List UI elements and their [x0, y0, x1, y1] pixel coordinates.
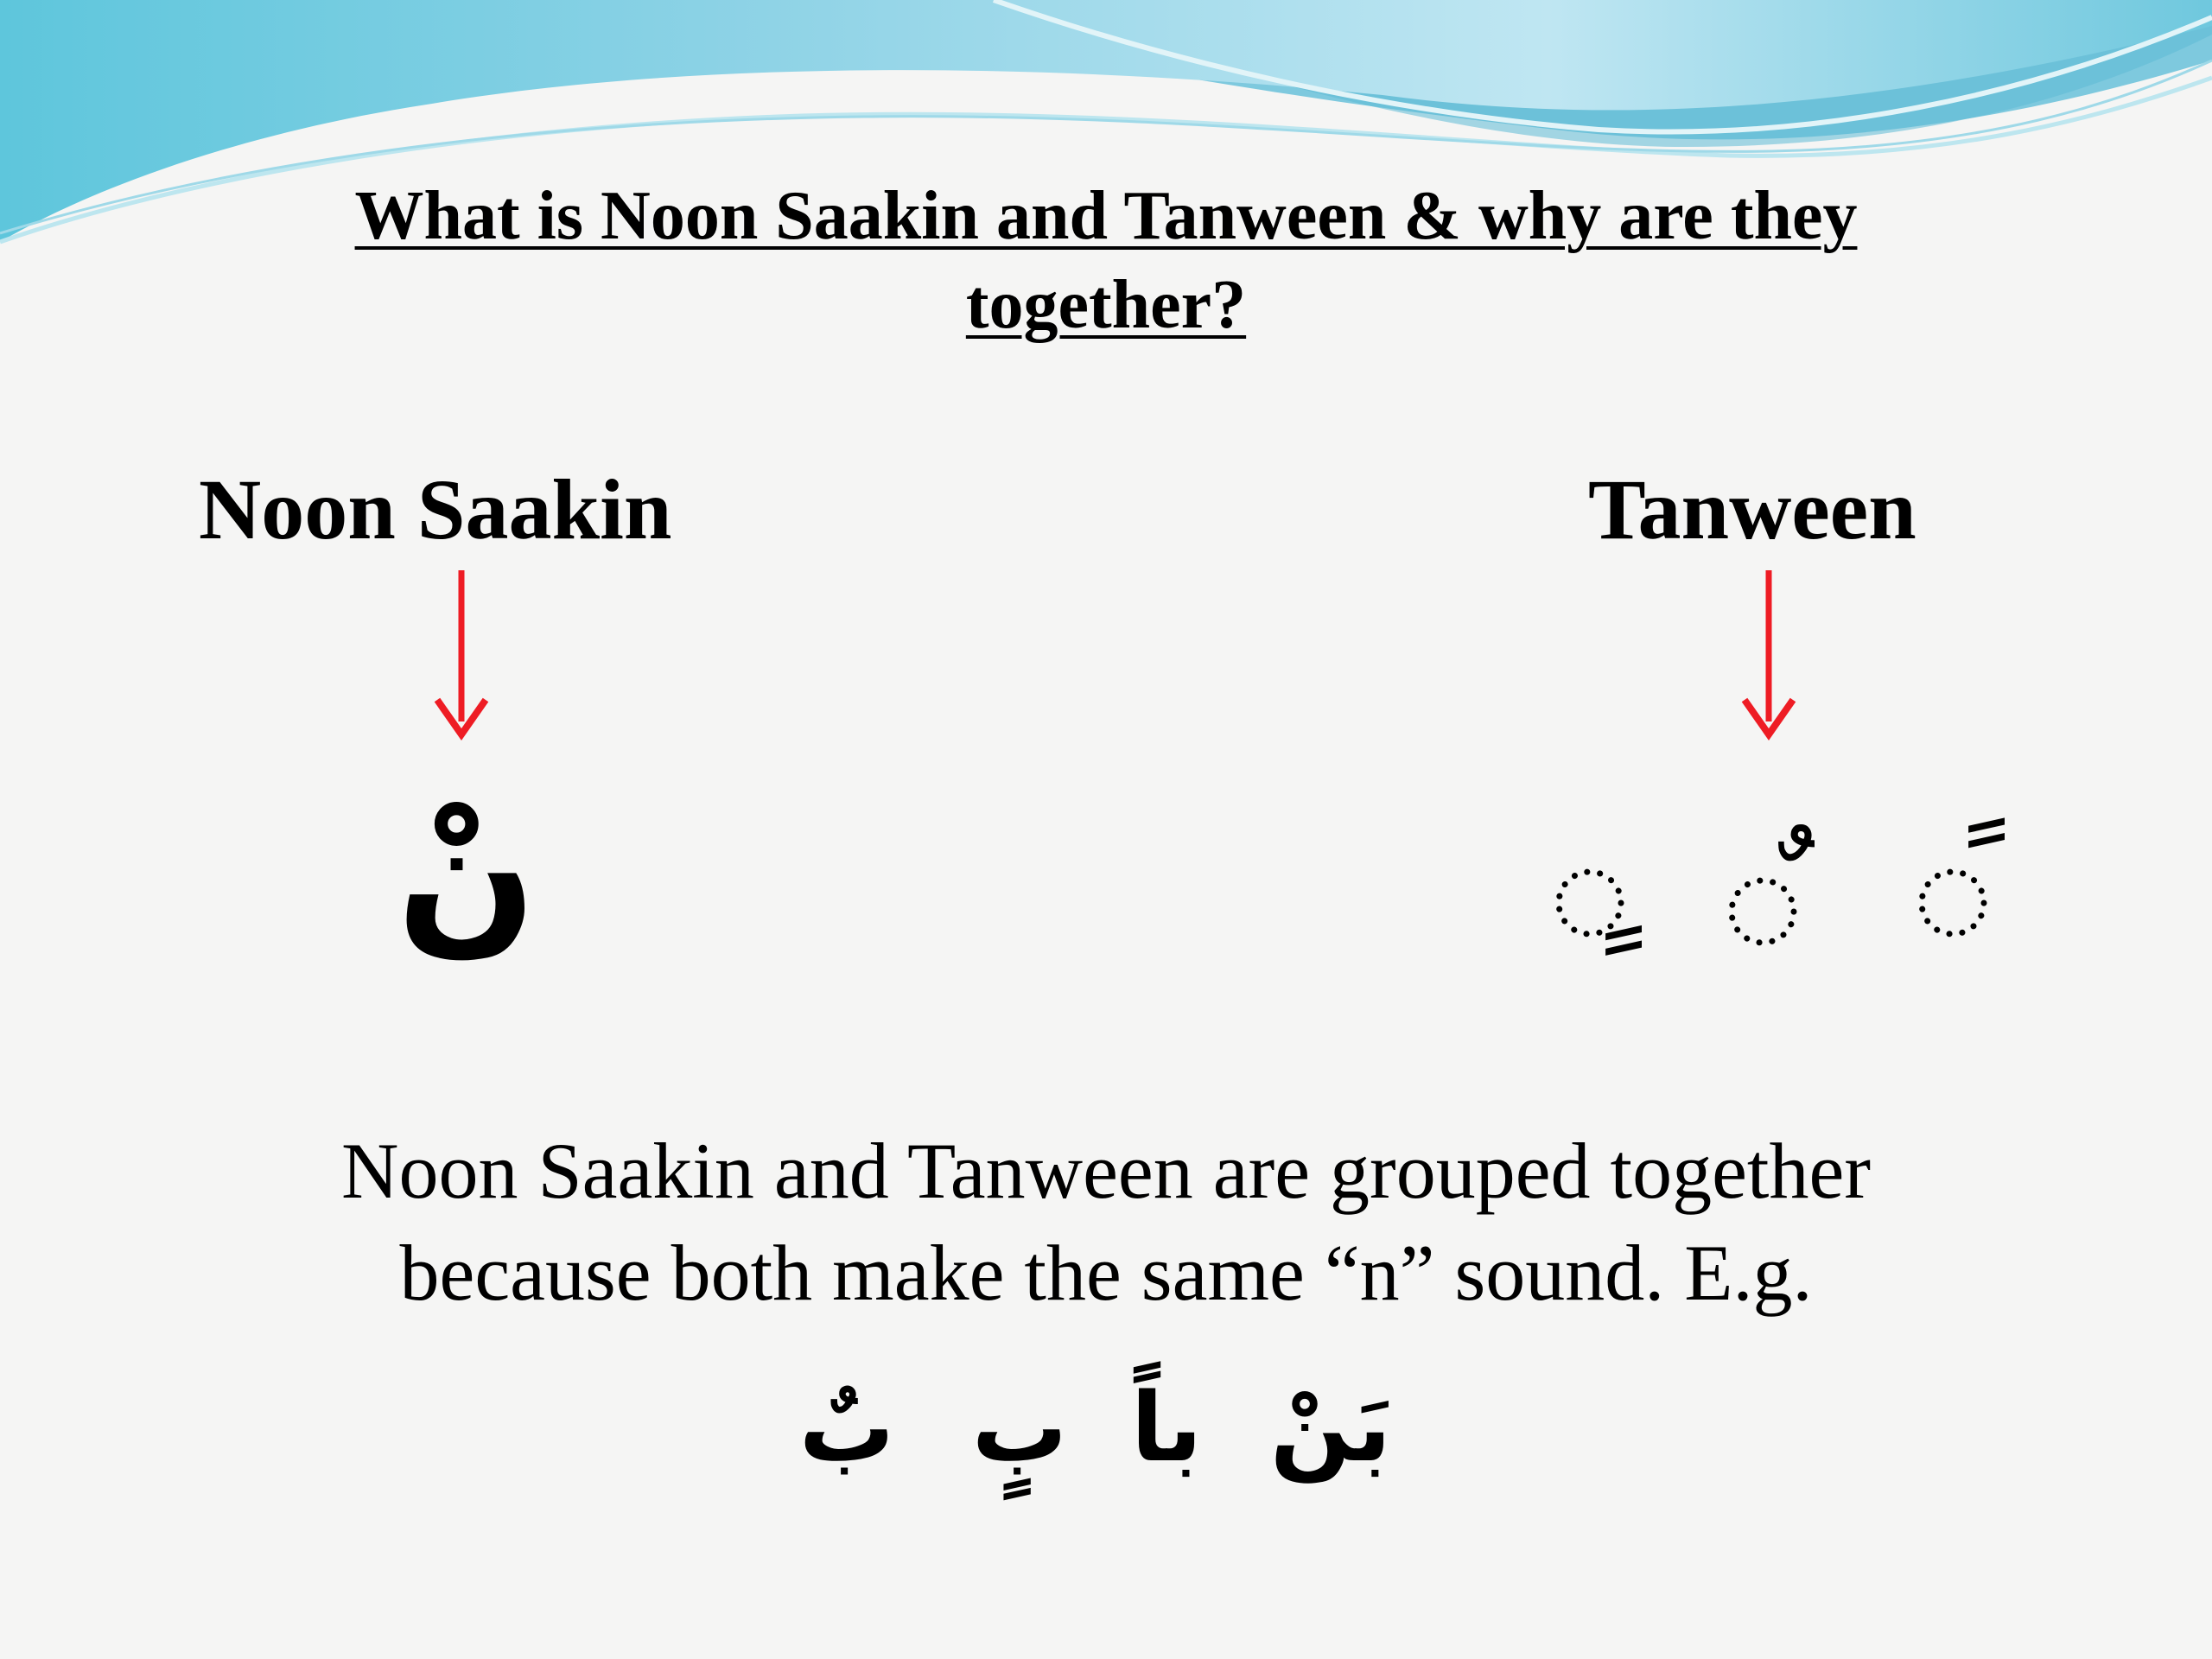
- dotted-circle-placeholder-icon: [1922, 872, 1984, 934]
- explanation-line-2: because both make the same “n” sound. E.g.: [399, 1229, 1813, 1317]
- explanation-line-1: Noon Saakin and Tanween are grouped together: [341, 1127, 1871, 1215]
- dotted-circle-placeholder-icon: [1732, 880, 1794, 943]
- tanween-fatha-glyph: [1901, 795, 2005, 994]
- example-word-ban: بَنْ: [1269, 1372, 1392, 1483]
- arabic-examples: [760, 1357, 1452, 1503]
- noon-saakin-glyph: [354, 760, 579, 985]
- down-arrow-icon: [427, 570, 496, 743]
- tanween-kasra-glyph: [1538, 795, 1642, 994]
- tanween-heading: Tanween: [1588, 461, 1916, 557]
- down-arrow-icon: [1734, 570, 1803, 743]
- slide-title-line-1: What is Noon Saakin and Tanween & why are they: [354, 178, 1858, 254]
- noon-saakin-letter: نْ: [396, 781, 537, 972]
- dotted-circle-placeholder-icon: [1559, 872, 1621, 934]
- example-word-ban-fathatan: باً: [1130, 1372, 1203, 1483]
- dammatan-mark: [1778, 823, 1815, 861]
- noon-saakin-heading: Noon Saakin: [199, 461, 672, 557]
- example-word-bun-dammatan: بٌ: [798, 1372, 895, 1483]
- slide-title-line-2: together?: [965, 267, 1247, 343]
- example-word-bin-kasratan: بٍ: [971, 1372, 1068, 1483]
- tanween-damma-glyph: [1711, 795, 1815, 994]
- fathatan-mark: [1968, 817, 2005, 849]
- kasratan-mark: [1605, 925, 1642, 956]
